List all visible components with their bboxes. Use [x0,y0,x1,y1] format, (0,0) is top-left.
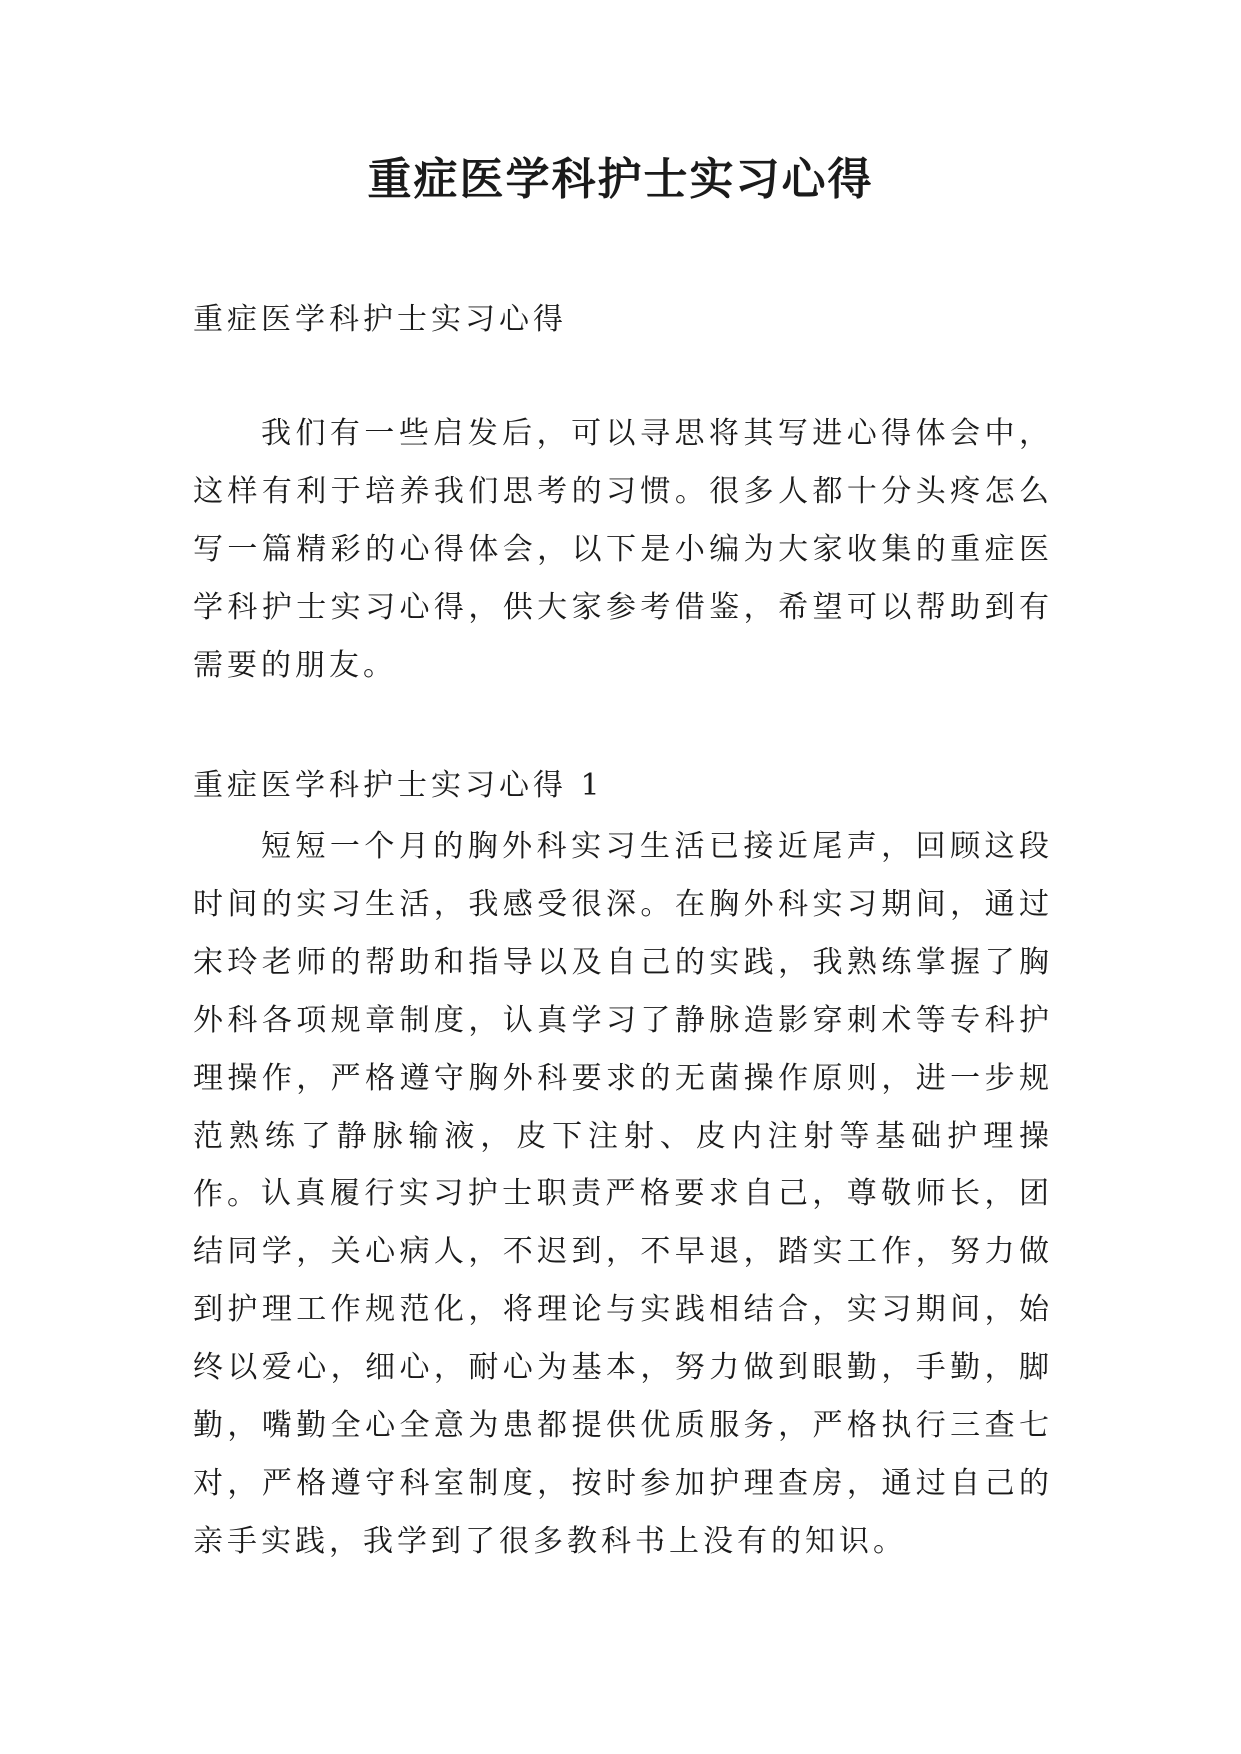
body-paragraph-2: 认真履行实习护士职责严格要求自己，尊敬师长，团结同学，关心病人，不迟到，不早退，踏实工作，努力做到护理工作规范化，将理论与实践相结合，实习期间，始终以爱心，细心，耐心为基本，努力做到眼勤，手勤，脚勤，嘴勤全心全意为患都提供优质服务，严格执行三查七对，严格遵守科室制度，按时参加护理查房，通过自己的亲手实践，我学到了很多教科书上没有的知识。 [193,1176,1053,1559]
intro-paragraph: 我们有一些启发后，可以寻思将其写进心得体会中，这样有利于培养我们思考的习惯。很多人都十分头疼怎么写一篇精彩的心得体会，以下是小编为大家收集的重症医学科护士实习心得，供大家参考借鉴，希望可以帮助到有需要的朋友。 [193,416,1053,683]
section-heading: 重症医学科护士实习心得 1 [193,768,604,803]
document-title: 重症医学科护士实习心得 [367,154,874,205]
document-subtitle: 重症医学科护士实习心得 [193,302,567,337]
body-paragraph-1: 短短一个月的胸外科实习生活已接近尾声，回顾这段时间的实习生活，我感受很深。在胸外科实习期间，通过宋玲老师的帮助和指导以及自己的实践，我熟练掌握了胸外科各项规章制度，认真学习了静脉造影穿刺术等专科护理操作，严格遵守胸外科要求的无菌操作原则，进一步规范熟练了静脉输液，皮下注射、皮内注射等基础护理操作。 [193,829,1053,1212]
